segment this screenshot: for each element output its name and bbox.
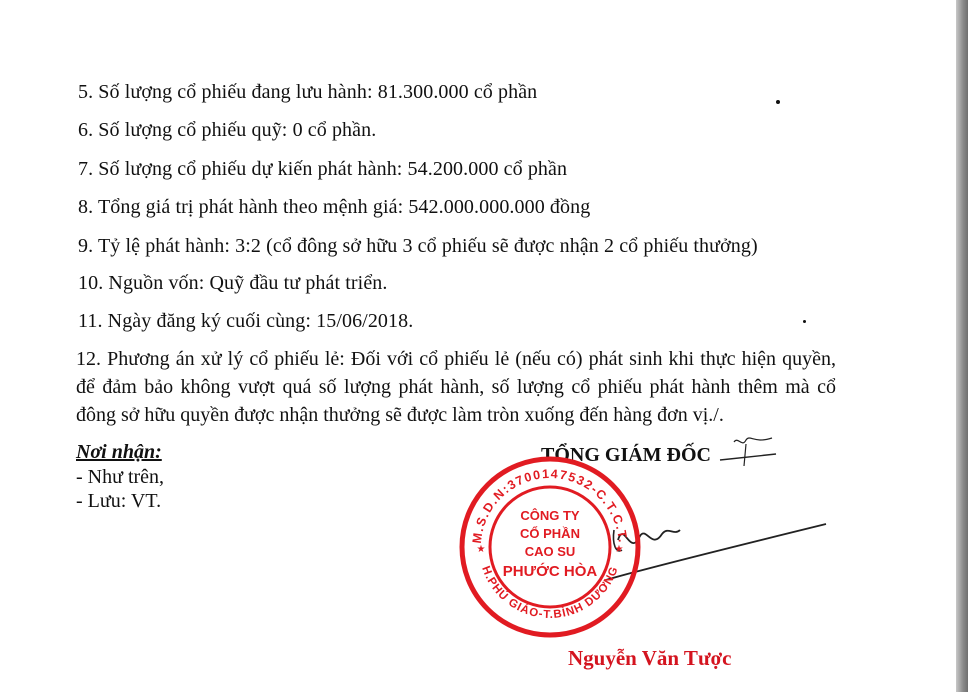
stamp-ring-text: M.S.D.N:3700147532-C.T.C.T.	[469, 466, 630, 545]
item-5: 5. Số lượng cổ phiếu đang lưu hành: 81.300.000 cổ phần	[78, 81, 538, 103]
initial-mark	[716, 430, 786, 470]
recipient-line: - Lưu: VT.	[76, 490, 162, 512]
signer-title: TỔNG GIÁM ĐỐC	[541, 444, 711, 466]
stamp-center-line: PHƯỚC HÒA	[502, 563, 598, 580]
recipients-title: Nơi nhận:	[76, 441, 162, 463]
company-seal	[457, 454, 643, 640]
star-icon: ★	[476, 544, 486, 555]
item-12: 12. Phương án xử lý cổ phiếu lẻ: Đối với cổ phiếu lẻ (nếu có) phát sinh khi thực hiện quyền, để đảm bảo không vượt quá số lượng phát hành, số lượng cổ phiếu phát hành thêm mà cổ đông sở hữu quyền được nhận thưởng sẽ được làm tròn xuống đến hàng đơn vị./.	[76, 348, 836, 426]
stamp-center-line: CÔNG TY	[520, 508, 580, 523]
scan-speck	[803, 320, 806, 323]
item-8: 8. Tổng giá trị phát hành theo mệnh giá: 542.000.000.000 đồng	[78, 196, 591, 218]
star-icon: ★	[614, 544, 624, 555]
right-edge-border	[956, 0, 968, 692]
item-7: 7. Số lượng cổ phiếu dự kiến phát hành: 54.200.000 cổ phần	[78, 158, 568, 180]
signer-name: Nguyễn Văn Tược	[568, 646, 732, 670]
recipient-line: - Như trên,	[76, 466, 165, 488]
item-6: 6. Số lượng cổ phiếu quỹ: 0 cổ phần.	[78, 119, 377, 141]
stamp-center-line: CỔ PHẦN	[520, 526, 580, 541]
item-10: 10. Nguồn vốn: Quỹ đầu tư phát triển.	[78, 272, 388, 294]
scan-speck	[776, 100, 780, 104]
item-11: 11. Ngày đăng ký cuối cùng: 15/06/2018.	[78, 310, 414, 332]
item-9: 9. Tỷ lệ phát hành: 3:2 (cổ đông sở hữu 3 cổ phiếu sẽ được nhận 2 cổ phiếu thưởng)	[78, 235, 758, 257]
stamp-bottom-text: H.PHÚ GIÁO-T.BÌNH DƯƠNG	[479, 564, 621, 622]
stamp-center-line: CAO SU	[524, 544, 576, 559]
